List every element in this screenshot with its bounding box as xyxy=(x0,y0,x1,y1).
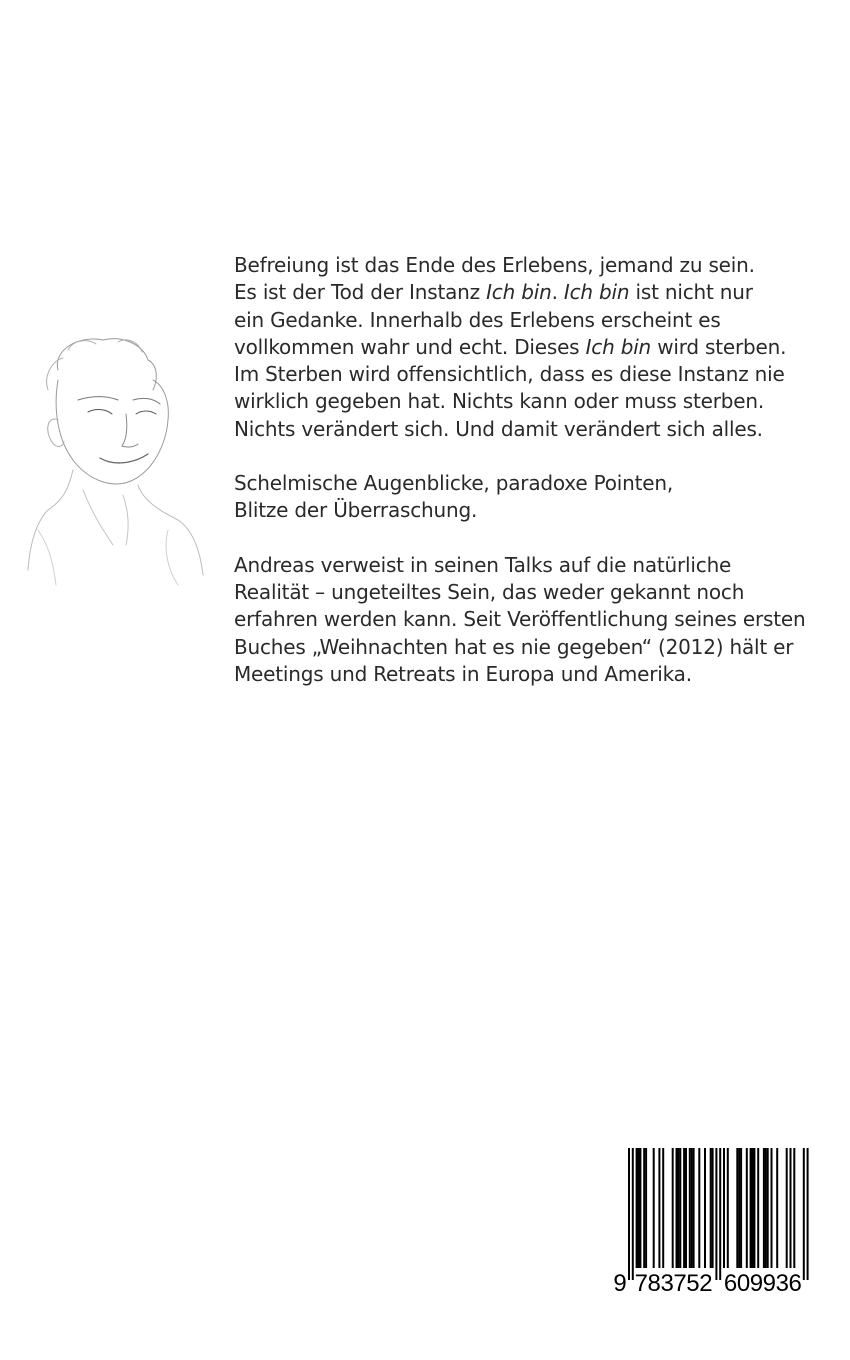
blurb-line xyxy=(234,416,834,443)
barcode-bar xyxy=(672,1148,674,1268)
text-segment: Befreiung ist das Ende des Erlebens, jemand zu sein. xyxy=(234,253,755,277)
barcode-bar xyxy=(752,1148,754,1268)
barcode-bar xyxy=(628,1148,630,1280)
barcode-bar xyxy=(636,1148,638,1268)
text-segment: Es ist der Tod der Instanz xyxy=(234,280,487,305)
blurb-paragraph xyxy=(234,552,834,688)
text-segment: ist nicht nur xyxy=(629,280,753,305)
isbn-barcode xyxy=(608,1146,813,1296)
text-segment: Schelmische Augenblicke, paradoxe Pointen, xyxy=(234,471,673,496)
barcode-bars xyxy=(608,1146,813,1296)
barcode-bar xyxy=(653,1148,655,1268)
barcode-bar xyxy=(643,1148,645,1268)
barcode-bar xyxy=(765,1148,767,1268)
text-segment: Andreas verweist in seinen Talks auf die natürliche xyxy=(234,552,732,577)
blurb-paragraph xyxy=(234,470,834,525)
text-segment: Blitze der Überraschung. xyxy=(234,498,478,523)
blurb-paragraph xyxy=(234,252,834,443)
barcode-bar xyxy=(757,1148,759,1268)
barcode-bar xyxy=(685,1148,687,1268)
barcode-bar xyxy=(746,1148,748,1268)
barcode-bar xyxy=(715,1148,717,1280)
blurb-line xyxy=(234,361,834,388)
text-segment: Realität – ungeteiltes Sein, das weder gekannt noch xyxy=(234,579,745,604)
text-segment: wird sterben. xyxy=(651,334,787,359)
barcode-bar xyxy=(698,1148,700,1268)
blurb-line xyxy=(234,579,834,606)
barcode-bar xyxy=(776,1148,778,1268)
text-segment: . xyxy=(551,280,564,305)
italic-text: Ich bin xyxy=(486,280,552,305)
text-segment: erfahren werden kann. Seit Veröffentlichung seines ersten xyxy=(234,607,806,632)
barcode-bar xyxy=(689,1148,691,1268)
barcode-bar xyxy=(710,1148,712,1268)
barcode-bar xyxy=(723,1148,725,1268)
barcode-bar xyxy=(736,1148,738,1268)
barcode-bar xyxy=(632,1148,634,1280)
barcode-bar xyxy=(790,1148,792,1268)
text-segment: Buches „Weihnachten hat es nie gegeben“ (2012) hält er xyxy=(234,634,794,659)
barcode-bar xyxy=(740,1148,742,1268)
barcode-digits: 9 xyxy=(613,1270,627,1296)
barcode-digits: 783752 xyxy=(634,1270,713,1296)
blurb-line xyxy=(234,497,834,524)
blurb-line xyxy=(234,334,834,361)
italic-text: Ich bin xyxy=(585,334,652,359)
barcode-bar xyxy=(662,1148,664,1268)
barcode-bar xyxy=(763,1148,765,1268)
barcode-bar xyxy=(683,1148,685,1268)
blurb-line xyxy=(234,606,834,633)
barcode-bar xyxy=(691,1148,693,1268)
barcode-bar xyxy=(704,1148,706,1268)
barcode-bar xyxy=(693,1148,695,1268)
barcode-bar xyxy=(727,1148,729,1268)
text-segment: wirklich gegeben hat. Nichts kann oder muss sterben. xyxy=(234,389,764,414)
italic-text: Ich bin xyxy=(563,280,630,305)
back-cover-blurb xyxy=(234,252,834,715)
barcode-bar xyxy=(679,1148,681,1268)
barcode-bar xyxy=(767,1148,769,1268)
text-segment: Im Sterben wird offensichtlich, dass es diese Instanz nie xyxy=(234,362,785,387)
blurb-line xyxy=(234,388,834,415)
barcode-bar xyxy=(793,1148,795,1268)
barcode-bar xyxy=(719,1148,721,1280)
blurb-line xyxy=(234,307,834,334)
barcode-bar xyxy=(645,1148,647,1268)
barcode-bar xyxy=(676,1148,678,1268)
text-segment: ein Gedanke. Innerhalb des Erlebens erscheint es xyxy=(234,307,721,332)
barcode-bar xyxy=(658,1148,660,1268)
barcode-bar xyxy=(677,1148,679,1268)
barcode-bar xyxy=(753,1148,755,1268)
blurb-line xyxy=(234,252,834,279)
blurb-line xyxy=(234,279,834,306)
barcode-bar xyxy=(639,1148,641,1268)
barcode-digits: 609936 xyxy=(723,1270,802,1296)
blurb-line xyxy=(234,634,834,661)
barcode-bar xyxy=(638,1148,640,1268)
barcode-bar xyxy=(750,1148,752,1268)
barcode-bar xyxy=(712,1148,714,1268)
barcode-bar xyxy=(807,1148,809,1280)
barcode-bar xyxy=(771,1148,773,1268)
text-segment: Meetings und Retreats in Europa und Amerika. xyxy=(234,661,692,686)
barcode-bar xyxy=(803,1148,805,1280)
barcode-bar xyxy=(738,1148,740,1268)
barcode-bar xyxy=(786,1148,788,1268)
blurb-line xyxy=(234,470,834,497)
blurb-line xyxy=(234,552,834,579)
text-segment: Nichts verändert sich. Und damit verändert sich alles. xyxy=(234,416,763,441)
author-portrait-sketch xyxy=(18,330,208,590)
blurb-line xyxy=(234,661,834,688)
text-segment: vollkommen wahr und echt. Dieses xyxy=(234,334,586,359)
